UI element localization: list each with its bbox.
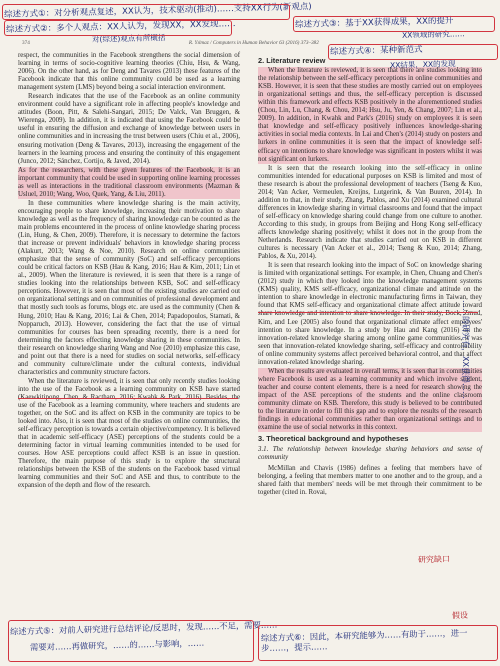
right-column: [258, 54, 482, 498]
handwritten-note-top-left-3: 对(综述)观点有所概括: [91, 33, 166, 44]
handwritten-note-bottom-right: 综述方式⑥：因此，本研究能够为……有助于……，进一步……，提示……: [260, 627, 468, 654]
annotation-box-top-right-2: [328, 44, 498, 60]
handwritten-note-bottom-left-2: 需要对……再做研究，……的……与影响，……: [29, 637, 205, 653]
right-paragraph-1: When the literature is reviewed, it is seen that there are studies looking into the relationship between the self-efficacy perceptions in online communities and KSB. However, it is seen that these studies are mostly carried out on employees in organizational settings and thus, the self-efficacy perception is discussed within this framework and effects KSB positively in the aforementioned studies (Chou, Lin, Lu, Chang, & Chou, 2014; Hsu, Ju, Yen, & Chang, 2007; Lin et al., 2009). In addition, in Kwahk and Park's (2016) study on employees it is seen that knowledge and self-efficacy positively influences knowledge-sharing activities in social media contexts. In Lai and Chen's (2014) study on posters and lurkers in online communities it is seen that the impact of knowledge self-efficacy on intentions to share knowledge was significant in posters whilst it was not significant on lurkers.: [258, 67, 482, 163]
right-paragraph-4: When the results are evaluated in overall terms, it is seen that in communities where Facebook is used as a learning community and which involve student, teacher and course content elements, there is a need for research showing the impact of the ASE perceptions of the students and the online classroom community climate on KSB. Therefore, this study is believed to be contributed to the literature in order to fill this gap and to explore the results of the research findings in educational communities rather than organizational settings and to examine the use of social networks in this context.: [258, 367, 482, 432]
underline-mark-2: [18, 398, 238, 399]
right-paragraph-5: McMillan and Chavis (1986) defines a feeling that members have of belonging, a feeling that members matter to one another and to the group, and a shared faith that members' needs will be met through their commitment to be together (cited in. Rovai,: [258, 465, 482, 497]
annotation-box-top-right-1: [293, 16, 495, 32]
handwritten-note-top-right-2: XX领域的研究……: [401, 29, 465, 40]
left-paragraph-4: In these communities where knowledge sharing is the main activity, encouraging people to share knowledge, increasing their motivation to share knowledge as well as the frequency of sharing knowledge can be counted as the main problems encountered in the process of online knowledge sharing process (Lin, Hung, & Chen, 2009). Therefore, it is necessary to determine the factors that increase or prevent individuals' behaviors in knowledge sharing process (Alakurt, 2013; Wang & Noe, 2010). Research on online communities emphasize that the sense of community (SoC) and self-efficacy perceptions could be critical factors on KSB (Hau & Kang, 2016; Hau & Kim, 2011; Lin et al., 2009). When the literature is reviewed, it is seen that there is a range of studies looking into the relationships between KSB, SoC and self-efficacy perceptions. However, it is seen that most of the existing studies are carried out on organizational settings and on communities of professional development and that mostly such tools as forums, blogs etc. are used as the community (Chen & Hung, 2010; Hau & Kang, 2016; Lai & Chen, 2014; Papadopoulos, Stamati, & Nopparuch, 2013). However, considering the fact that the use of virtual communities for courses has been spreading recently, there is a need for determining the factors effecting knowledge sharing in these communities. In their research on knowledge sharing Wang and Noe (2010) emphasize this case, and point out that there is a need for studies on social networks, self-efficacy and community culture/climate under the cultural contexts, individual characteristics and community structure factors.: [18, 199, 240, 376]
handwritten-note-mid-right: ……的研究有，XX获得……: [461, 300, 470, 399]
section-3-title: 3. Theoretical background and hypotheses: [258, 434, 409, 444]
section-2-title: 2. Literature review: [258, 56, 326, 65]
left-paragraph-2: Research indicates that the use of the Facebook as an online community environment could have a significant role in affecting people's knowledge and attitudes (Boon, Pitt, & Salehi-Sangari, 2015; De Valck, Van Bruggen, & Wierenga, 2009). In addition, it is indicated that using the Facebook could be useful in ensuring the diffusion and exchange of knowledge between users in online communities and in increasing the trust between users (Chiu et al., 2006), ensuring motivation (Deng & Tavares, 2013), increasing the engagement of the learners in the learning process and ensuring the continuity of this engagement (Junco, 2012; Sánchez, Cortijo, & Javed, 2014).: [18, 93, 240, 165]
left-paragraph-5: When the literature is reviewed, it is seen that only recently studies looking into the use of the Facebook as a learning community on KSB have started (Kaewkitipong, Chen, & Ractham, 2016; Kwahk & Park, 2016). Besides, the use of the Facebook as a learning community, where teachers and students are together, on the SoC and its affect on KSB in the community are topics to be looked into. Also, it is seen that most of the studies on online communities, the self-efficacy perception is towards a certain objective/competency. It is believed that in academic self-efficacy (ASE) perceptions of the students could be a determining factor in virtual learning communities intended to be used for courses. How ASE perceptions could affect KSB is an issue in question. Therefore, the main purpose of this study is to explore the structural relationships between the KSB of the students on the Facebook based virtual learning communities and their SoC and ASE and thus, to contribute to the expansion of the depth and flow of the research.: [18, 377, 240, 490]
handwritten-label-gap: 研究缺口: [417, 554, 451, 565]
handwritten-note-top-right-1: 综述方式③：基于XX获得成果，XX的提升: [294, 15, 454, 31]
left-paragraph-1: respect, the communities in the Facebook strengthens the social dimension of learning in terms of socio-cognitive learning theories (Chiu, Hsu, & Wang, 2006). On the other hand, as for Deng and Tavares (2013) these features of the Facebook indicate that this online community could be used as a learning management system (LMS) beyond being a social interaction environment.: [18, 52, 240, 92]
right-paragraph-3: It is seen that research looking into the impact of SoC on knowledge sharing is limited with organizational settings. For example, in Chen, Chuang and Chen's (2012) study in which they looked into the knowledge management systems (KMS) quality, KMS self-efficacy, organizational climate and attitude on the intention to share knowledge in electronic manufacturing firms in Taiwan, they found that KMS self-efficacy and organizational climate affect attitude toward share knowledge and intention to share knowledge. In their study, Bock, Zmud, Kim, and Lee (2005) also found that organizational climate affect employees' intention to share knowledge. In a study by Hau and Kang (2016) on the innovation-related knowledge sharing among online game communities, it was seen that innovation-related knowledge sharing, self-efficacy and controllability of online community systems affect perceived behavioral control, and that affect innovation-related knowledge sharing.: [258, 262, 482, 366]
handwritten-note-top-left-2: 综述方式②：多个人观点：XX人认为，发现XX，XX发现……: [5, 18, 236, 36]
annotation-box-top-left-1: [2, 4, 290, 20]
subsection-3-1-title: 3.1. The relationship between knowledge sharing behaviors and sense of community: [258, 446, 482, 462]
right-paragraph-2: It is seen that the research looking into the self-efficacy in online communities intended for educational purposes on KSB is limited and most of these research is about the professional development of teachers (Tseng & Kuo, 2014; Van Acker, Vermeulen, Kreijns, Lutgerink, & Van Buuren, 2014). In addition to that, in their study, Zhang, Pablos, and Xu (2014) examined cultural differences in knowledge sharing in virtual classrooms and found that the impact of self-efficacy on knowledge sharing could change from one culture to another. According to this study, in groups from Beijing and Hong Kong self-efficacy affects knowledge sharing positively; whilst it does not in the group from the Netherlands. Research indicate that studies carried out on KSB in different cultures is necessary (Van Acker et al., 2014; Tseng & Kuo, 2014; Zhang, Pablos, & Xu, 2014).: [258, 164, 482, 261]
handwritten-note-top-right-4: XX结果，XX的发现: [389, 59, 456, 70]
left-paragraph-3-highlighted: As for the researchers, with these given features of the Facebook, it is an important community that could be used in supporting online learning processes as well as interactions in the traditional classroom environments (Mazman & Usluel, 2010; Wang, Woo, Quek, Yang, & Liu, 2011).: [18, 166, 240, 198]
running-head: R. Yılmaz / Computers in Human Behavior 63 (2016) 373–382: [188, 40, 319, 46]
page-number: 374: [22, 40, 30, 46]
handwritten-note-bottom-left: 综述方式⑤：对前人研究进行总结评论/反思时，发现……不足，需要……: [9, 619, 278, 637]
annotation-box-top-left-2: [4, 20, 232, 36]
handwritten-note-top-left-1: 综述方式①：对分析观点复述，XX认为，技术驱动(推动)……支持XX行为(新观点): [3, 1, 312, 21]
underline-mark-1: [258, 312, 478, 313]
handwritten-label-hypothesis: 假设: [451, 610, 469, 621]
left-column: [18, 52, 240, 492]
handwritten-note-top-right-3: 综述方式④：某种新范式: [329, 44, 423, 58]
